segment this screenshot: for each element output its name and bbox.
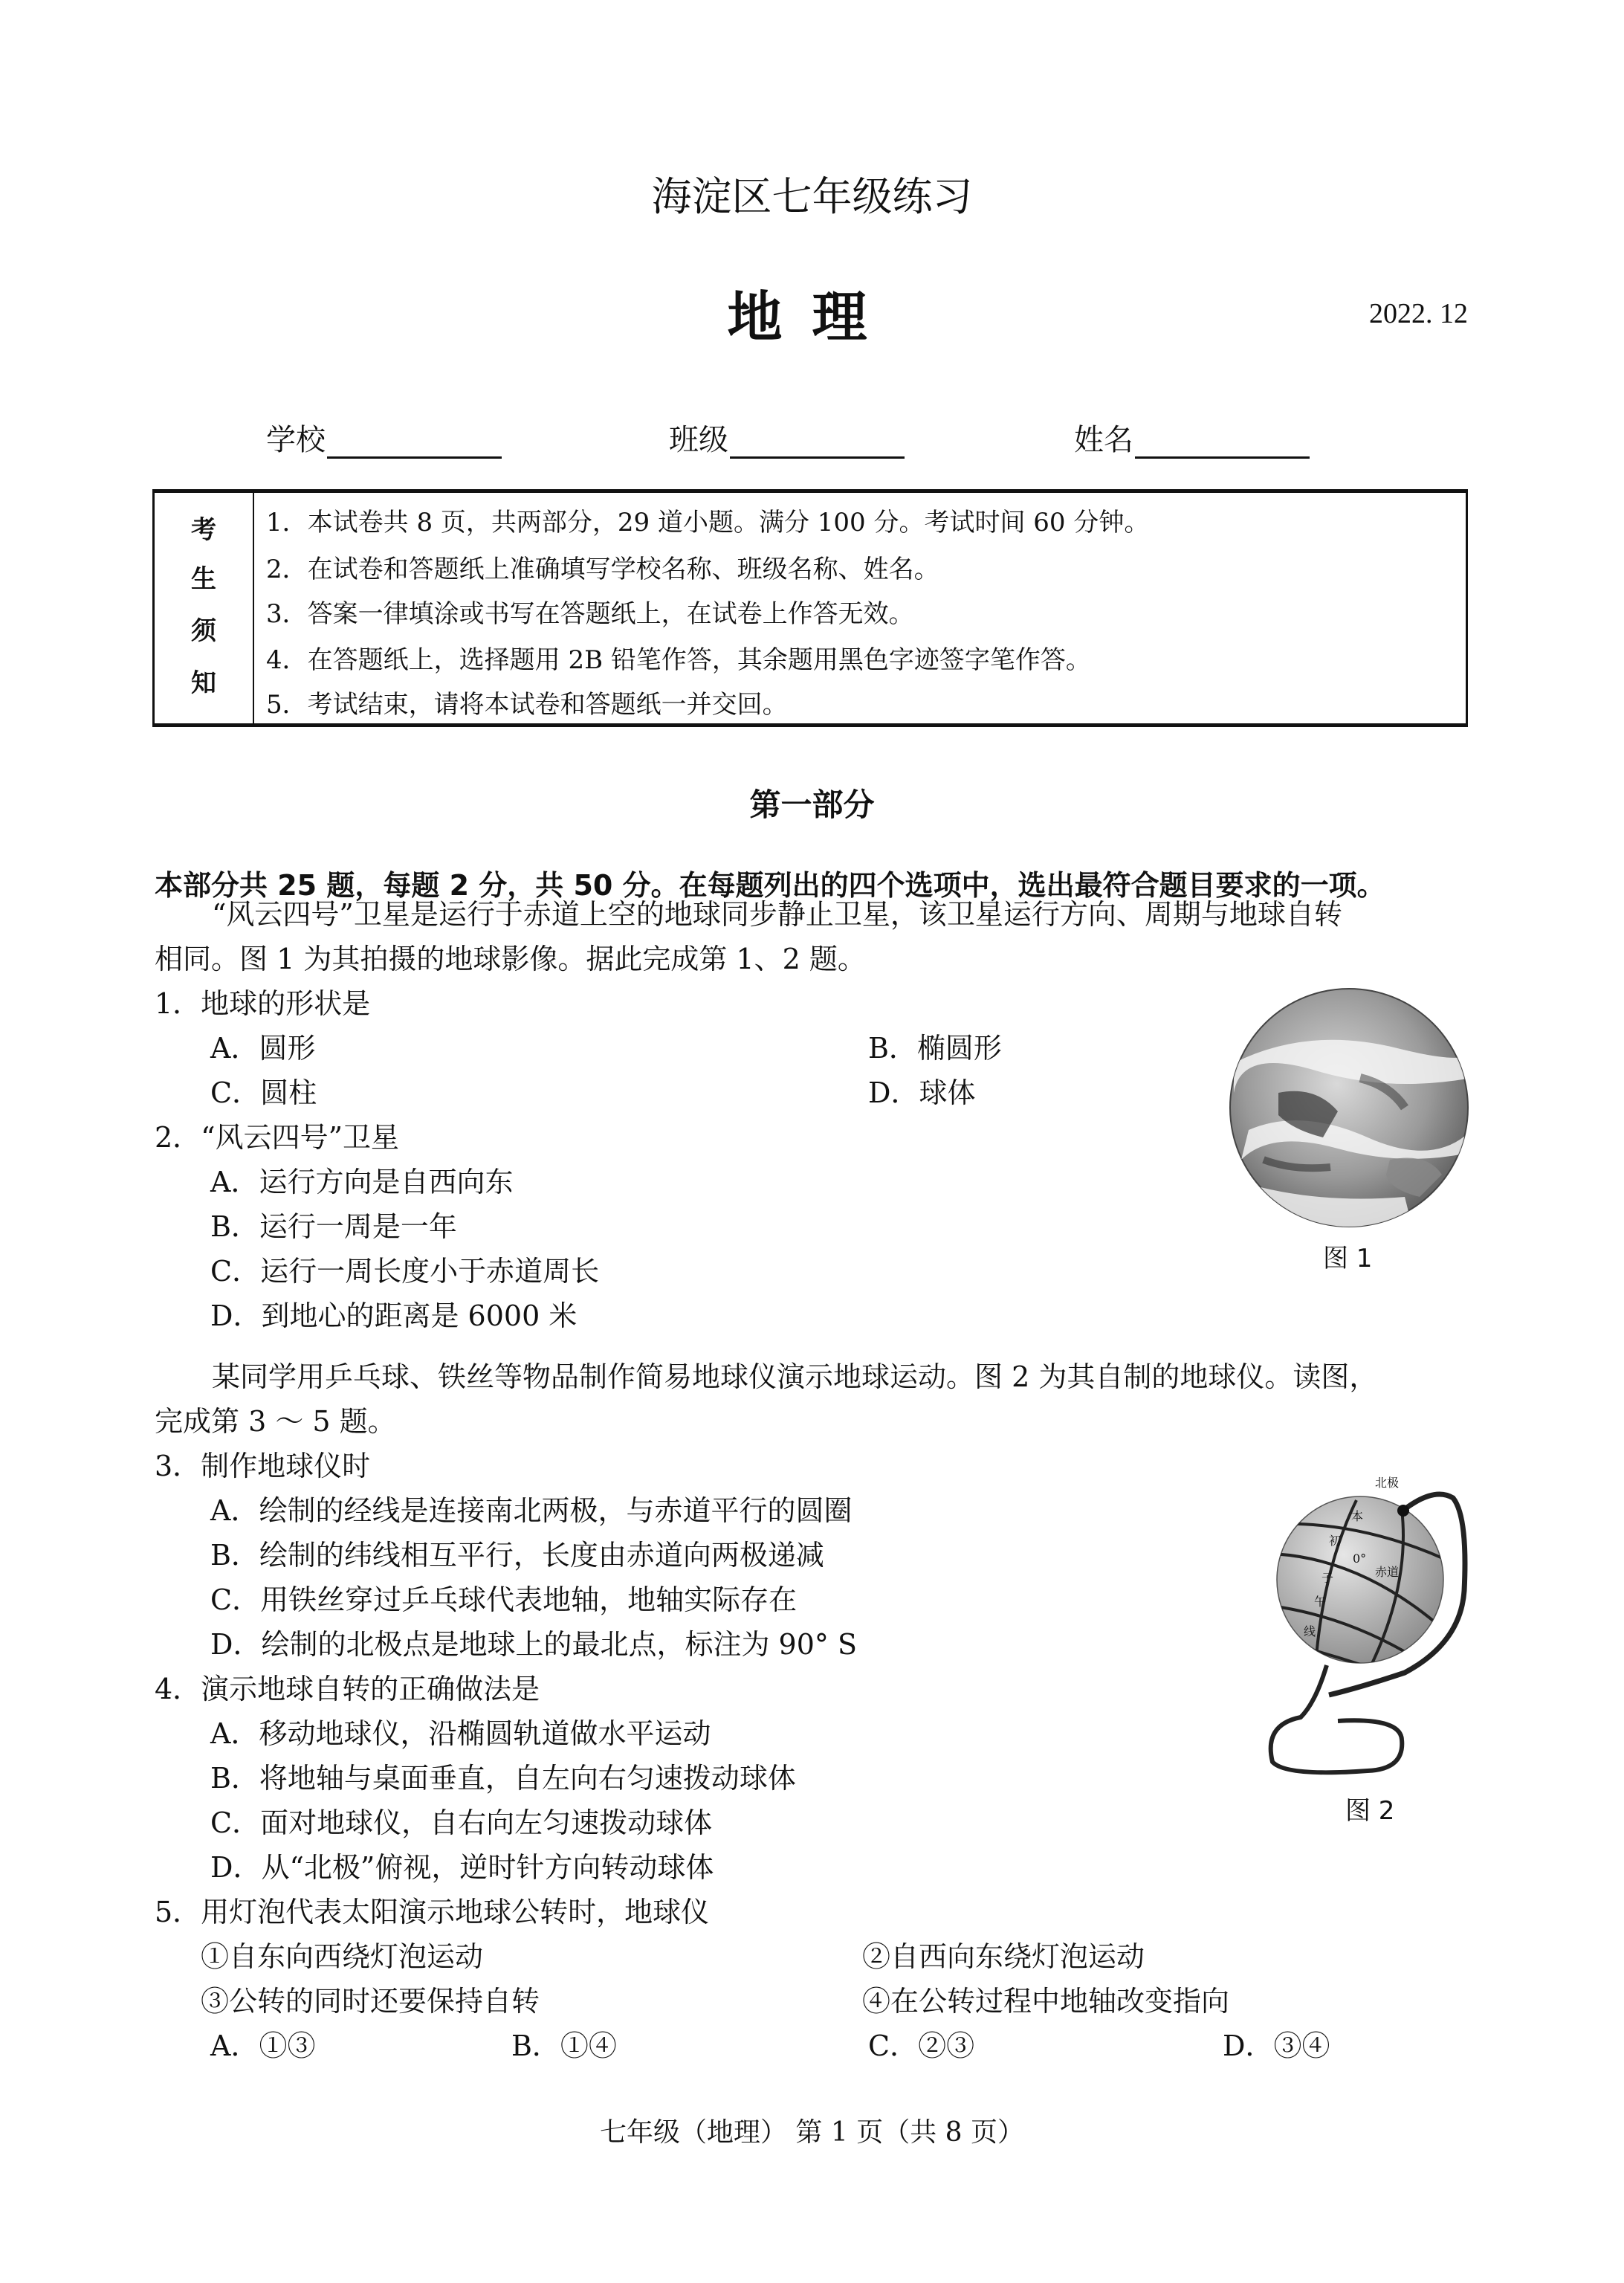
question-1-option-d[interactable]: D．球体 [868,1076,976,1109]
school-field[interactable] [266,416,502,459]
question-5-statement-4: ④在公转过程中地轴改变指向 [862,1985,1230,2018]
question-4-stem: 4．演示地球自转的正确做法是 [155,1673,540,1705]
question-4-option-b[interactable]: B．将地轴与桌面垂直，自左向右匀速拨动球体 [210,1762,796,1795]
question-1-option-b[interactable]: B．椭圆形 [868,1032,1002,1065]
notice-item: 3．答案一律填涂或书写在答题纸上，在试卷上作答无效。 [266,599,914,629]
notice-item: 2．在试卷和答题纸上准确填写学校名称、班级名称、姓名。 [266,555,939,584]
svg-text:初: 初 [1329,1534,1342,1548]
question-5-option-d[interactable]: D．③④ [1223,2029,1330,2062]
svg-text:0°: 0° [1353,1551,1367,1566]
svg-text:本: 本 [1351,1509,1364,1523]
notice-side-char: 知 [191,668,216,698]
figure-1-caption: 图 1 [1323,1244,1373,1273]
question-2-option-b[interactable]: B．运行一周是一年 [210,1210,457,1243]
earth-globe-icon [1219,981,1472,1234]
exam-notice-box [152,489,1468,727]
notice-item: 4．在答题纸上，选择题用 2B 铅笔作答，其余题用黑色字迹签字笔作答。 [266,645,1091,675]
question-5-statement-3: ③公转的同时还要保持自转 [201,1985,540,2018]
passage-2-line: 某同学用乒乓球、铁丝等物品制作简易地球仪演示地球运动。图 2 为其自制的地球仪。读图， [212,1360,1378,1393]
question-5-stem: 5．用灯泡代表太阳演示地球公转时，地球仪 [155,1896,710,1928]
figure-2-caption: 图 2 [1345,1796,1395,1826]
passage-1-line: “风云四号”卫星是运行于赤道上空的地球同步静止卫星，该卫星运行方向、周期与地球自转 [212,898,1342,931]
subject-title: 地理 [727,285,897,349]
question-5-option-c[interactable]: C．②③ [868,2029,975,2062]
question-1-option-a[interactable]: A．圆形 [210,1032,316,1065]
north-pole-label: 北极 [1375,1476,1400,1490]
svg-text:线: 线 [1304,1624,1316,1638]
question-3-option-c[interactable]: C．用铁丝穿过乒乓球代表地轴，地轴实际存在 [210,1583,798,1616]
question-1-option-c[interactable]: C．圆柱 [210,1076,317,1109]
question-4-option-c[interactable]: C．面对地球仪，自右向左匀速拨动球体 [210,1806,713,1839]
question-3-option-a[interactable]: A．绘制的经线是连接南北两极，与赤道平行的圆圈 [210,1494,853,1527]
passage-2-line: 完成第 3 ～ 5 题。 [155,1405,396,1438]
question-4-option-a[interactable]: A．移动地球仪，沿椭圆轨道做水平运动 [210,1717,711,1750]
passage-1-line: 相同。图 1 为其拍摄的地球影像。据此完成第 1、2 题。 [155,943,866,975]
question-2-option-c[interactable]: C．运行一周长度小于赤道周长 [210,1255,600,1288]
question-5-statement-1: ①自东向西绕灯泡运动 [201,1940,484,1973]
notice-side-char: 考 [191,515,216,545]
notice-item: 1．本试卷共 8 页，共两部分，29 道小题。满分 100 分。考试时间 60 分钟。 [266,508,1150,537]
figure-2-homemade-globe [1256,1457,1494,1829]
school-label: 学校 [266,423,326,457]
class-field[interactable] [669,416,905,459]
notice-side-char: 生 [191,564,216,594]
school-blank[interactable] [327,427,502,459]
question-3-option-d[interactable]: D．绘制的北极点是地球上的最北点，标注为 90° S [210,1628,858,1661]
notice-side-label [155,493,254,723]
question-5-option-b[interactable]: B．①④ [511,2029,617,2062]
question-1-stem: 1．地球的形状是 [155,987,371,1020]
question-2-stem: 2．“风云四号”卫星 [155,1121,400,1154]
svg-text:赤道: 赤道 [1375,1565,1400,1579]
name-field[interactable] [1074,416,1310,459]
svg-text:子: 子 [1321,1571,1334,1585]
globe-model-icon [1256,1457,1494,1784]
figure-1-earth-image [1219,981,1472,1273]
name-blank[interactable] [1135,427,1310,459]
question-4-option-d[interactable]: D．从“北极”俯视，逆时针方向转动球体 [210,1851,714,1884]
part-instructions: 本部分共 25 题，每题 2 分，共 50 分。在每题列出的四个选项中，选出最符合题目要求的一项。 [155,869,1385,902]
question-3-stem: 3．制作地球仪时 [155,1450,371,1482]
notice-side-char: 须 [191,616,216,646]
page-footer: 七年级（地理） 第 1 页（共 8 页） [599,2117,1025,2148]
class-label: 班级 [669,423,728,457]
notice-item: 5．考试结束，请将本试卷和答题纸一并交回。 [266,690,788,720]
name-label: 姓名 [1074,423,1133,457]
exam-date: 2022. 12 [1369,298,1468,329]
question-5-option-a[interactable]: A．①③ [210,2029,316,2062]
question-5-statement-2: ②自西向东绕灯泡运动 [862,1940,1145,1973]
exam-title: 海淀区七年级练习 [651,173,973,220]
part-heading: 第一部分 [749,787,875,823]
question-2-option-a[interactable]: A．运行方向是自西向东 [210,1166,514,1198]
question-3-option-b[interactable]: B．绘制的纬线相互平行，长度由赤道向两极递减 [210,1539,824,1572]
question-2-option-d[interactable]: D．到地心的距离是 6000 米 [210,1299,578,1332]
class-blank[interactable] [730,427,905,459]
svg-text:午: 午 [1314,1595,1327,1609]
